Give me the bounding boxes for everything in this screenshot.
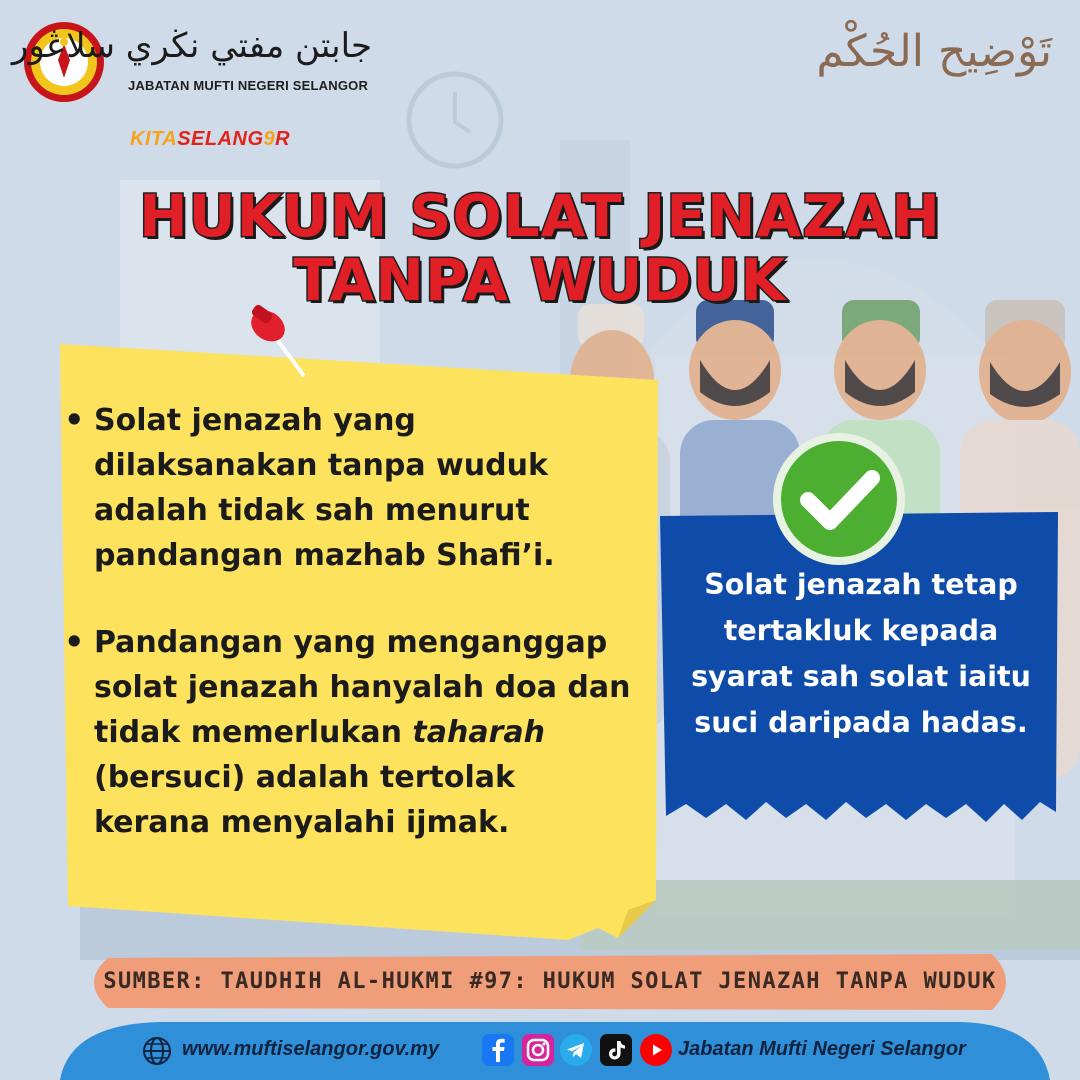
instagram-icon[interactable] [522,1034,554,1066]
org-jawi-calligraphy: جابتن مفتي نڬري سلاڠور [11,26,372,66]
facebook-icon[interactable] [482,1034,514,1066]
pushpin-icon [246,302,310,380]
tiktok-icon[interactable] [600,1034,632,1066]
globe-icon [142,1036,172,1066]
kitaselangor-logo: KITASELANG9R [130,128,291,150]
blue-note-text: Solat jenazah tetap tertakluk kepada syarat sah solat iaitu suci daripada hadas. [691,568,1031,739]
org-name: JABATAN MUFTI NEGERI SELANGOR [128,78,369,93]
telegram-icon[interactable] [560,1034,592,1066]
brand-arabic-title: تَوْضِيح الحُكْم [816,26,1052,77]
bullet-item-2: • Pandangan yang menganggap solat jenazah hanyalah doa dan tidak memerlukan taharah (bersuci) adalah tertolak kerana menyalahi ijmak. [64,620,634,845]
source-citation: SUMBER: TAUDHIH AL-HUKMI #97: HUKUM SOLAT JENAZAH TANPA WUDUK [103,969,997,994]
checkmark-icon [770,430,908,568]
page-title-line-2: TANPA WUDUK [293,246,787,314]
bullet-list [64,398,634,887]
page-title-line-1: HUKUM SOLAT JENAZAH [139,182,941,250]
social-handle-label[interactable]: Jabatan Mufti Negeri Selangor [678,1038,966,1060]
bullet-item-1: • Solat jenazah yang dilaksanakan tanpa wuduk adalah tidak sah menurut pandangan mazhab Shafi’i. [64,398,634,578]
website-link[interactable]: www.muftiselangor.gov.my [182,1038,440,1060]
youtube-icon[interactable] [640,1034,672,1066]
